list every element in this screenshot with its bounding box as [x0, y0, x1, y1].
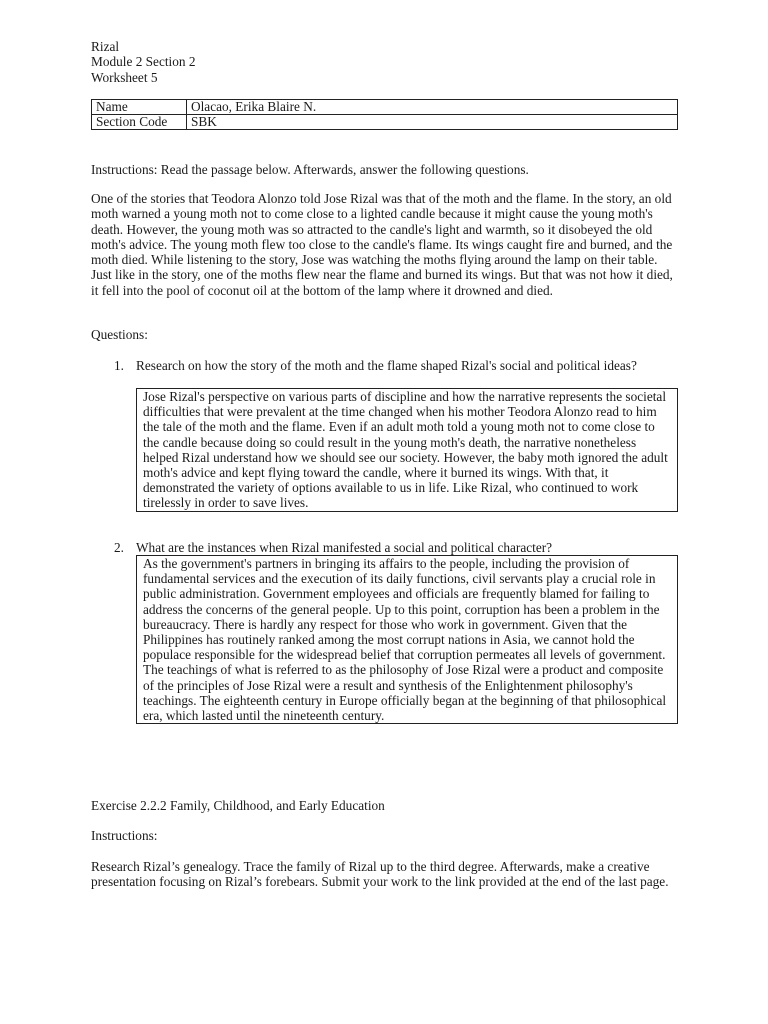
name-label: Name — [92, 100, 187, 115]
document-header — [91, 39, 196, 85]
questions-label: Questions: — [91, 327, 148, 342]
table-row — [92, 100, 678, 115]
answer-1-box — [136, 388, 678, 512]
table-row — [92, 115, 678, 130]
course-title: Rizal — [91, 39, 120, 54]
worksheet-number: Worksheet 5 — [91, 69, 158, 85]
answer-2-text-continued: The teachings of what is referred to as the philosophy of Jose Rizal were a product and composite of the principles of Jose Rizal were a result and synthesis of the Enlightenment philosophy's teachings. The eighteenth century in Europe officially began at the beginning of that philosophical era, which lasted until the nineteenth century. — [143, 662, 667, 724]
question-2-number: 2. — [114, 540, 124, 555]
passage-text: One of the stories that Teodora Alonzo told Jose Rizal was that of the moth and the flame. In the story, an old moth warned a young moth not to come close to a lighted candle because it might cause the young moth's death. However, the young moth was so attracted to the candle's light and warmth, so it disobeyed the old moth's advice. The young moth flew too close to the candle's flame. Its wings caught fire and burned, and the moth died. While listening to the story, Jose was watching the moths flying around the lamp on their table. Just like in the story, one of the moths flew near the flame and burned its wings. But that was not how it died, it fell into the pool of coconut oil at the bottom of the lamp where it drowned and died. — [91, 191, 673, 298]
section-code-value: SBK — [187, 115, 678, 130]
question-2-text: What are the instances when Rizal manifested a social and political character? — [136, 540, 553, 555]
answer-1-text: Jose Rizal's perspective on various parts of discipline and how the narrative represents the societal difficulties that were prevalent at the time changed when his mother Teodora Alonzo read to him the tale of the moth and the flame. Even if an adult moth told a young moth not to come close to the candle because doing so could result in the young moth's death, the narrative nonetheless helped Rizal understand how we should see our society. However, the baby moth ignored the adult moth's advice and kept flying toward the candle, where it burned its wings. With that, it demonstrated the variety of options available to us in life. Like Rizal, who continued to work tirelessly in order to save lives. — [143, 389, 668, 511]
student-info-table — [91, 99, 678, 130]
question-1-number: 1. — [114, 358, 124, 373]
answer-2-box — [136, 555, 678, 724]
instructions-text: Instructions: Read the passage below. Afterwards, answer the following questions. — [91, 162, 529, 177]
question-1-text: Research on how the story of the moth and the flame shaped Rizal's social and political ideas? — [136, 358, 637, 373]
module-section: Module 2 Section 2 — [91, 54, 196, 70]
exercise-title: Exercise 2.2.2 Family, Childhood, and Early Education — [91, 798, 385, 813]
answer-2-text: As the government's partners in bringing its affairs to the people, including the provision of fundamental services and the execution of its daily functions, civil servants play a crucial role in public administration. Government employees and officials are frequently blamed for failing to address the concerns of the general people. Up to this point, corruption has been a problem in the bureaucracy. There is hardly any respect for those who work in government. Given that the Philippines has routinely ranked among the most corrupt nations in Asia, we cannot hold the populace responsible for the widespread belief that corruption permeates all levels of government. — [143, 556, 666, 663]
name-value: Olacao, Erika Blaire N. — [187, 100, 678, 115]
exercise-body: Research Rizal’s genealogy. Trace the family of Rizal up to the third degree. Afterwards, make a creative presentation focusing on Rizal’s forebears. Submit your work to the link provided at the end of the last page. — [91, 859, 669, 890]
exercise-instructions-label: Instructions: — [91, 828, 158, 843]
section-code-label: Section Code — [92, 115, 187, 130]
